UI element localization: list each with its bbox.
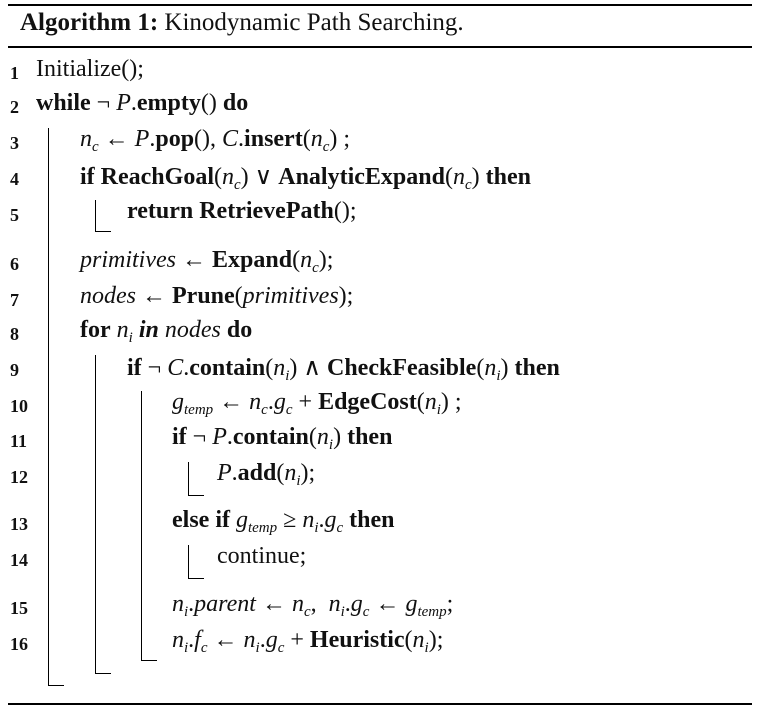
var-g: g	[235, 507, 248, 533]
var-g: g	[350, 591, 363, 617]
comma: ,	[310, 591, 329, 617]
keyword-for: for	[80, 317, 111, 343]
paren: (	[308, 424, 317, 450]
var-n: n	[243, 627, 256, 653]
paren: );	[338, 283, 354, 309]
line-number: 7	[10, 290, 19, 310]
code-line-15	[172, 591, 453, 621]
if-goal-block-guide	[95, 200, 96, 231]
edgecost-func: EdgeCost	[318, 389, 417, 415]
line-number: 8	[10, 324, 19, 344]
sub-i: i	[128, 330, 133, 346]
code-line-5	[127, 198, 356, 225]
paren: (	[292, 247, 301, 273]
open-set-symbol: P	[116, 90, 131, 116]
code-line-14	[217, 543, 306, 570]
sub-i: i	[255, 640, 260, 656]
paren: (	[416, 389, 425, 415]
keyword-if: if	[172, 424, 187, 450]
paren: (	[444, 164, 453, 190]
line-number: 1	[10, 63, 19, 83]
algorithm-title	[20, 9, 464, 37]
sub-i: i	[436, 402, 441, 418]
pop-method: pop	[155, 126, 195, 152]
dot: .	[259, 627, 266, 653]
dot: .	[238, 126, 245, 152]
keyword-else-if: else if	[172, 507, 230, 533]
code-line-4	[80, 162, 531, 194]
paren: )	[471, 164, 486, 190]
dot: .	[149, 126, 156, 152]
paren: ()	[200, 90, 223, 116]
for-block-end	[95, 673, 111, 674]
sub-i: i	[496, 368, 501, 384]
paren: (	[265, 355, 274, 381]
while-block-guide	[48, 128, 49, 685]
var-g: g	[172, 389, 184, 415]
dot: .	[318, 507, 325, 533]
keyword-if: if	[80, 164, 95, 190]
paren: ();	[333, 198, 357, 224]
sub-c: c	[336, 520, 344, 536]
line-number: 14	[10, 550, 28, 570]
geq-operator: ≥	[277, 507, 303, 533]
analyticexpand-func: AnalyticExpand	[278, 164, 445, 190]
continue-statement: continue;	[217, 543, 307, 569]
var-n: n	[300, 247, 313, 273]
algorithm-label: Algorithm 1:	[20, 9, 159, 36]
line-number: 6	[10, 254, 19, 274]
bottom-rule	[8, 703, 752, 705]
code-line-6	[80, 247, 333, 277]
dot: .	[231, 460, 238, 486]
sub-c: c	[362, 604, 370, 620]
code-line-3	[80, 126, 350, 156]
insert-method: insert	[244, 126, 303, 152]
var-n: n	[424, 389, 437, 415]
not-operator: ¬	[141, 355, 168, 381]
for-block-guide	[95, 355, 96, 673]
var-n: n	[316, 424, 329, 450]
else-if-block-end	[188, 578, 204, 579]
code-line-1	[36, 56, 144, 83]
if-contain-block-end	[188, 495, 204, 496]
dot: .	[183, 355, 190, 381]
paren: (	[276, 460, 285, 486]
var-g: g	[405, 591, 418, 617]
line-number: 5	[10, 205, 19, 225]
var-n: n	[412, 627, 425, 653]
line-number: 10	[10, 396, 28, 416]
code-line-16	[172, 627, 443, 657]
line-number: 12	[10, 467, 28, 487]
paren: );	[300, 460, 316, 486]
sub-c: c	[303, 604, 311, 620]
sub-c: c	[92, 139, 99, 155]
var-n: n	[249, 389, 262, 415]
or-operator: ) ∨	[240, 164, 279, 190]
algorithm-name: Kinodynamic Path Searching.	[164, 9, 464, 36]
var-g: g	[265, 627, 278, 653]
code-line-2	[36, 90, 248, 117]
sub-temp: temp	[247, 520, 278, 536]
var-n: n	[328, 591, 341, 617]
dot: .	[188, 627, 195, 653]
paren: (	[302, 126, 311, 152]
assign-arrow: ←	[213, 389, 250, 415]
if-feasible-block-end	[141, 660, 157, 661]
prune-func: Prune	[172, 283, 235, 309]
assign-arrow: ←	[255, 591, 292, 617]
sub-i: i	[184, 640, 189, 656]
var-primitives: primitives	[242, 283, 339, 309]
code-line-10	[172, 389, 462, 419]
var-n: n	[310, 126, 323, 152]
sub-temp: temp	[184, 402, 214, 418]
keyword-return: return	[127, 198, 194, 224]
sub-c: c	[261, 402, 268, 418]
var-f: f	[194, 627, 201, 653]
paren: )	[500, 355, 515, 381]
sub-temp: temp	[417, 604, 447, 620]
reachgoal-func: ReachGoal	[100, 164, 214, 190]
paren: ) ;	[329, 126, 351, 152]
keyword-do: do	[226, 317, 253, 343]
open-set-symbol: P	[212, 424, 227, 450]
top-rule	[8, 4, 752, 6]
var-n: n	[116, 317, 129, 343]
paren: (	[234, 283, 243, 309]
var-n: n	[273, 355, 286, 381]
line-number: 4	[10, 169, 19, 189]
dot: .	[344, 591, 351, 617]
retrievepath-func: RetrievePath	[199, 198, 334, 224]
else-if-block-guide	[188, 545, 189, 578]
semicolon: ;	[446, 591, 454, 617]
var-n: n	[291, 591, 304, 617]
keyword-then: then	[514, 355, 560, 381]
header-rule	[8, 46, 752, 48]
line-number: 16	[10, 634, 28, 654]
sub-i: i	[285, 368, 290, 384]
not-operator: ¬	[90, 90, 117, 116]
assign-arrow: ←	[136, 283, 172, 309]
if-feasible-block-guide	[141, 391, 142, 660]
keyword-while: while	[36, 90, 91, 116]
add-method: add	[237, 460, 277, 486]
dot: .	[267, 389, 274, 415]
and-operator: ) ∧	[289, 355, 327, 381]
keyword-then: then	[485, 164, 531, 190]
var-primitives: primitives	[80, 247, 176, 273]
paren: (),	[194, 126, 223, 152]
open-set-symbol: P	[217, 460, 232, 486]
var-n: n	[302, 507, 315, 533]
sub-c: c	[464, 177, 472, 193]
keyword-do: do	[222, 90, 249, 116]
code-line-9	[127, 353, 560, 385]
contain-method: contain	[232, 424, 309, 450]
sub-i: i	[424, 640, 429, 656]
var-nodes: nodes	[80, 283, 136, 309]
field-parent: parent	[194, 591, 256, 617]
code-line-7	[80, 283, 353, 310]
dot: .	[130, 90, 137, 116]
sub-c: c	[277, 640, 285, 656]
keyword-if: if	[127, 355, 142, 381]
line-number: 2	[10, 97, 19, 117]
sub-i: i	[328, 437, 334, 453]
paren: );	[428, 627, 444, 653]
keyword-in: in	[138, 317, 159, 343]
assign-arrow: ←	[369, 591, 406, 617]
var-n: n	[172, 627, 184, 653]
sub-c: c	[234, 177, 241, 193]
paren: )	[333, 424, 348, 450]
code-line-8	[80, 317, 252, 347]
empty-method: empty	[136, 90, 201, 116]
dot: .	[188, 591, 195, 617]
var-g: g	[273, 389, 286, 415]
sub-c: c	[322, 139, 330, 155]
sub-c: c	[312, 260, 319, 276]
paren: (	[404, 627, 413, 653]
line-number: 15	[10, 598, 28, 618]
sub-c: c	[285, 402, 293, 418]
paren: ) ;	[440, 389, 462, 415]
checkfeasible-func: CheckFeasible	[326, 355, 477, 381]
var-nodes: nodes	[164, 317, 221, 343]
line-number: 13	[10, 514, 28, 534]
assign-arrow: ←	[207, 627, 244, 653]
line-number: 9	[10, 360, 19, 380]
paren: (	[476, 355, 485, 381]
expand-func: Expand	[212, 247, 293, 273]
open-set-symbol: P	[134, 126, 150, 152]
dot: .	[226, 424, 233, 450]
closed-set-symbol: C	[167, 355, 184, 381]
sub-c: c	[200, 640, 208, 656]
contain-method: contain	[189, 355, 266, 381]
code-line-11	[172, 424, 392, 454]
if-goal-block-end	[95, 231, 111, 232]
var-n: n	[80, 126, 92, 152]
sub-i: i	[340, 604, 345, 620]
sub-i: i	[296, 473, 301, 489]
sub-i: i	[184, 604, 189, 620]
line-number: 3	[10, 133, 19, 153]
not-operator: ¬	[186, 424, 213, 450]
initialize-call: Initialize();	[36, 56, 144, 82]
var-n: n	[452, 164, 465, 190]
var-n: n	[484, 355, 497, 381]
var-n: n	[284, 460, 297, 486]
paren: (	[214, 164, 222, 190]
keyword-then: then	[349, 507, 395, 533]
sub-i: i	[314, 520, 319, 536]
closed-set-symbol: C	[222, 126, 239, 152]
keyword-then: then	[347, 424, 393, 450]
line-number: 11	[10, 431, 28, 451]
heuristic-func: Heuristic	[309, 627, 405, 653]
plus-operator: +	[284, 627, 310, 653]
assign-arrow: ←	[176, 247, 212, 273]
var-n: n	[222, 164, 234, 190]
var-g: g	[324, 507, 337, 533]
var-n: n	[172, 591, 184, 617]
paren: );	[318, 247, 334, 273]
code-line-13	[172, 507, 395, 537]
plus-operator: +	[292, 389, 319, 415]
if-contain-block-guide	[188, 462, 189, 495]
while-block-end	[48, 685, 64, 686]
assign-arrow: ←	[98, 126, 135, 152]
code-line-12	[217, 460, 315, 490]
